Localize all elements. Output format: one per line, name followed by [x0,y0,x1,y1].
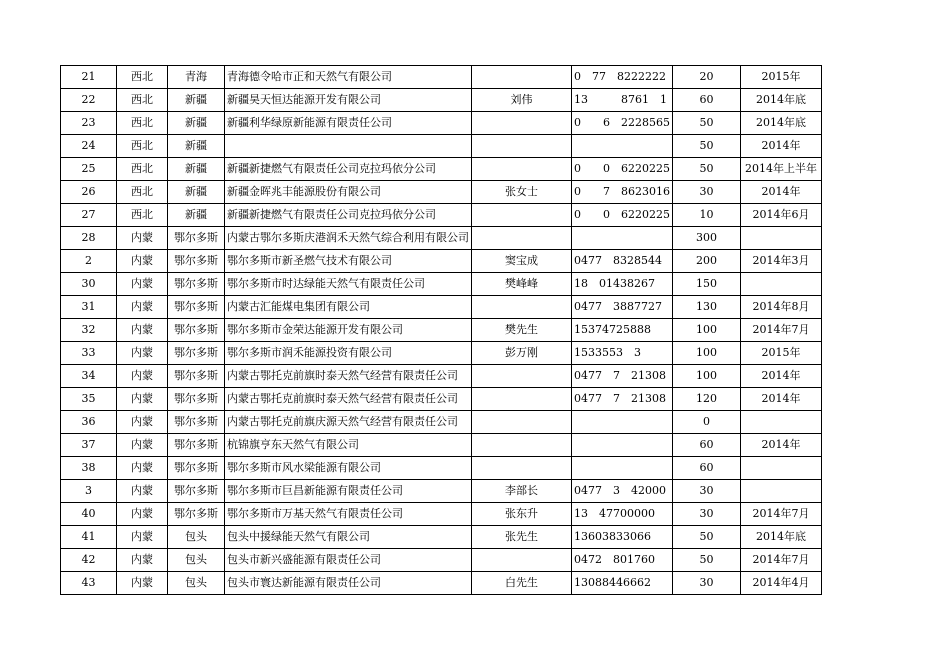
cell-date: 2014年7月 [741,319,822,342]
cell-phone: 13 8761 1 [572,89,673,112]
table-row [61,296,822,319]
cell-contact [472,112,572,135]
cell-date: 2014年 [741,388,822,411]
cell-volume: 200 [673,250,741,273]
table-row [61,411,822,434]
cell-company: 新疆利华绿原新能源有限责任公司 [225,112,472,135]
cell-prov: 鄂尔多斯 [168,365,225,388]
cell-region: 内蒙 [117,503,168,526]
cell-no: 36 [61,411,117,434]
cell-prov: 鄂尔多斯 [168,457,225,480]
cell-contact [472,135,572,158]
cell-region: 内蒙 [117,388,168,411]
cell-volume: 30 [673,503,741,526]
cell-no: 38 [61,457,117,480]
cell-region: 内蒙 [117,365,168,388]
cell-volume: 100 [673,342,741,365]
cell-date: 2014年4月 [741,572,822,595]
table-row [61,549,822,572]
cell-contact: 刘伟 [472,89,572,112]
table-row [61,89,822,112]
cell-prov: 新疆 [168,181,225,204]
cell-contact [472,66,572,89]
cell-region: 内蒙 [117,549,168,572]
table-row [61,158,822,181]
table-row [61,273,822,296]
cell-region: 内蒙 [117,227,168,250]
cell-company: 包头中援绿能天然气有限公司 [225,526,472,549]
cell-prov: 包头 [168,549,225,572]
table-row [61,342,822,365]
cell-phone: 0 7 8623016 [572,181,673,204]
cell-phone: 1533553 3 [572,342,673,365]
cell-region: 内蒙 [117,273,168,296]
cell-company: 包头市新兴盛能源有限责任公司 [225,549,472,572]
cell-date: 2014年 [741,365,822,388]
cell-no: 21 [61,66,117,89]
company-table [60,65,822,595]
cell-region: 西北 [117,66,168,89]
cell-volume: 60 [673,457,741,480]
cell-contact [472,365,572,388]
cell-company: 鄂尔多斯市巨昌新能源有限责任公司 [225,480,472,503]
cell-volume: 20 [673,66,741,89]
cell-company: 青海德令哈市正和天然气有限公司 [225,66,472,89]
cell-contact: 张东升 [472,503,572,526]
cell-company: 包头市寰达新能源有限责任公司 [225,572,472,595]
cell-company: 杭锦旗亨东天然气有限公司 [225,434,472,457]
cell-prov: 鄂尔多斯 [168,388,225,411]
cell-phone [572,457,673,480]
cell-date: 2014年底 [741,112,822,135]
cell-date: 2014年7月 [741,503,822,526]
cell-prov: 鄂尔多斯 [168,296,225,319]
table-row [61,181,822,204]
cell-contact: 樊峰峰 [472,273,572,296]
cell-region: 西北 [117,158,168,181]
cell-no: 33 [61,342,117,365]
cell-date: 2014年6月 [741,204,822,227]
cell-company: 鄂尔多斯市时达绿能天然气有限责任公司 [225,273,472,296]
cell-prov: 鄂尔多斯 [168,319,225,342]
table-row [61,227,822,250]
cell-phone: 0472 801760 [572,549,673,572]
cell-volume: 100 [673,365,741,388]
cell-prov: 新疆 [168,89,225,112]
cell-no: 31 [61,296,117,319]
cell-volume: 300 [673,227,741,250]
cell-phone: 13 47700000 [572,503,673,526]
cell-company: 新疆新捷燃气有限责任公司克拉玛依分公司 [225,204,472,227]
cell-region: 内蒙 [117,572,168,595]
cell-prov: 鄂尔多斯 [168,342,225,365]
table-row [61,66,822,89]
cell-no: 30 [61,273,117,296]
cell-prov: 包头 [168,526,225,549]
cell-contact [472,457,572,480]
cell-prov: 鄂尔多斯 [168,503,225,526]
table-row [61,365,822,388]
cell-contact [472,204,572,227]
cell-prov: 包头 [168,572,225,595]
table-row [61,572,822,595]
cell-no: 42 [61,549,117,572]
cell-phone [572,411,673,434]
cell-volume: 50 [673,158,741,181]
cell-region: 内蒙 [117,457,168,480]
cell-contact: 白先生 [472,572,572,595]
cell-no: 43 [61,572,117,595]
table-row [61,388,822,411]
cell-date [741,480,822,503]
cell-company: 鄂尔多斯市新圣燃气技术有限公司 [225,250,472,273]
cell-region: 内蒙 [117,342,168,365]
cell-region: 西北 [117,204,168,227]
cell-region: 内蒙 [117,434,168,457]
cell-date [741,457,822,480]
cell-volume: 30 [673,572,741,595]
cell-no: 24 [61,135,117,158]
cell-company: 鄂尔多斯市风水梁能源有限公司 [225,457,472,480]
cell-prov: 新疆 [168,158,225,181]
cell-region: 内蒙 [117,319,168,342]
cell-no: 27 [61,204,117,227]
cell-no: 22 [61,89,117,112]
cell-volume: 60 [673,89,741,112]
cell-contact [472,388,572,411]
cell-volume: 30 [673,181,741,204]
cell-contact [472,411,572,434]
cell-phone: 0 6 2228565 [572,112,673,135]
cell-phone: 0477 7 21308 [572,388,673,411]
cell-contact [472,549,572,572]
cell-phone: 0 0 6220225 [572,158,673,181]
cell-phone: 0477 3887727 [572,296,673,319]
cell-region: 西北 [117,89,168,112]
cell-prov: 鄂尔多斯 [168,480,225,503]
cell-phone [572,135,673,158]
cell-date: 2014年底 [741,526,822,549]
cell-volume: 50 [673,526,741,549]
cell-phone: 18 01438267 [572,273,673,296]
cell-company: 鄂尔多斯市金荣达能源开发有限公司 [225,319,472,342]
table-row [61,135,822,158]
cell-prov: 新疆 [168,112,225,135]
cell-contact [472,434,572,457]
cell-no: 35 [61,388,117,411]
cell-company: 内蒙古鄂尔多斯庆港润禾天然气综合利用有限公司 [225,227,472,250]
cell-prov: 鄂尔多斯 [168,411,225,434]
table-row [61,526,822,549]
cell-company: 内蒙古鄂托克前旗时泰天然气经营有限责任公司 [225,388,472,411]
cell-contact: 张女士 [472,181,572,204]
cell-prov: 鄂尔多斯 [168,434,225,457]
cell-region: 内蒙 [117,480,168,503]
cell-no: 26 [61,181,117,204]
cell-no: 25 [61,158,117,181]
cell-no: 37 [61,434,117,457]
cell-date: 2014年 [741,434,822,457]
cell-region: 西北 [117,112,168,135]
cell-region: 内蒙 [117,296,168,319]
table-row [61,503,822,526]
cell-contact: 彭万刚 [472,342,572,365]
cell-company: 内蒙古鄂托克前旗庆源天然气经营有限责任公司 [225,411,472,434]
table-row [61,457,822,480]
cell-volume: 150 [673,273,741,296]
cell-phone: 0 0 6220225 [572,204,673,227]
table-row [61,250,822,273]
cell-phone [572,434,673,457]
cell-phone: 0477 7 21308 [572,365,673,388]
table-row [61,204,822,227]
cell-volume: 60 [673,434,741,457]
cell-volume: 100 [673,319,741,342]
cell-no: 3 [61,480,117,503]
cell-contact: 窦宝成 [472,250,572,273]
cell-prov: 新疆 [168,204,225,227]
cell-contact [472,296,572,319]
cell-company [225,135,472,158]
cell-company: 新疆金晖兆丰能源股份有限公司 [225,181,472,204]
cell-date: 2014年7月 [741,549,822,572]
cell-volume: 10 [673,204,741,227]
cell-volume: 0 [673,411,741,434]
cell-region: 西北 [117,135,168,158]
cell-phone: 0 77 8222222 [572,66,673,89]
cell-region: 内蒙 [117,250,168,273]
cell-phone: 13603833066 [572,526,673,549]
cell-no: 41 [61,526,117,549]
cell-prov: 鄂尔多斯 [168,250,225,273]
cell-phone: 15374725888 [572,319,673,342]
cell-contact [472,158,572,181]
cell-prov: 青海 [168,66,225,89]
cell-date: 2014年上半年 [741,158,822,181]
cell-region: 西北 [117,181,168,204]
cell-company: 内蒙古汇能煤电集团有限公司 [225,296,472,319]
cell-no: 32 [61,319,117,342]
table-row [61,434,822,457]
table-row [61,319,822,342]
cell-company: 新疆新捷燃气有限责任公司克拉玛依分公司 [225,158,472,181]
cell-volume: 50 [673,549,741,572]
cell-date [741,411,822,434]
cell-phone: 0477 3 42000 [572,480,673,503]
cell-contact [472,227,572,250]
cell-no: 2 [61,250,117,273]
cell-prov: 新疆 [168,135,225,158]
cell-company: 鄂尔多斯市万基天然气有限责任公司 [225,503,472,526]
cell-prov: 鄂尔多斯 [168,273,225,296]
cell-prov: 鄂尔多斯 [168,227,225,250]
cell-date: 2014年底 [741,89,822,112]
table-row [61,112,822,135]
cell-company: 鄂尔多斯市润禾能源投资有限公司 [225,342,472,365]
cell-date [741,273,822,296]
cell-date: 2014年 [741,181,822,204]
cell-no: 40 [61,503,117,526]
cell-phone [572,227,673,250]
cell-no: 23 [61,112,117,135]
cell-region: 内蒙 [117,411,168,434]
cell-region: 内蒙 [117,526,168,549]
cell-contact: 樊先生 [472,319,572,342]
cell-company: 新疆昊天恒达能源开发有限公司 [225,89,472,112]
cell-volume: 50 [673,112,741,135]
cell-contact: 李部长 [472,480,572,503]
cell-phone: 13088446662 [572,572,673,595]
cell-date: 2014年3月 [741,250,822,273]
cell-date: 2014年 [741,135,822,158]
cell-date [741,227,822,250]
cell-volume: 120 [673,388,741,411]
cell-company: 内蒙古鄂托克前旗时泰天然气经营有限责任公司 [225,365,472,388]
cell-phone: 0477 8328544 [572,250,673,273]
cell-volume: 130 [673,296,741,319]
cell-date: 2015年 [741,342,822,365]
cell-volume: 50 [673,135,741,158]
cell-date: 2014年8月 [741,296,822,319]
cell-no: 34 [61,365,117,388]
cell-contact: 张先生 [472,526,572,549]
cell-date: 2015年 [741,66,822,89]
cell-no: 28 [61,227,117,250]
table-row [61,480,822,503]
cell-volume: 30 [673,480,741,503]
